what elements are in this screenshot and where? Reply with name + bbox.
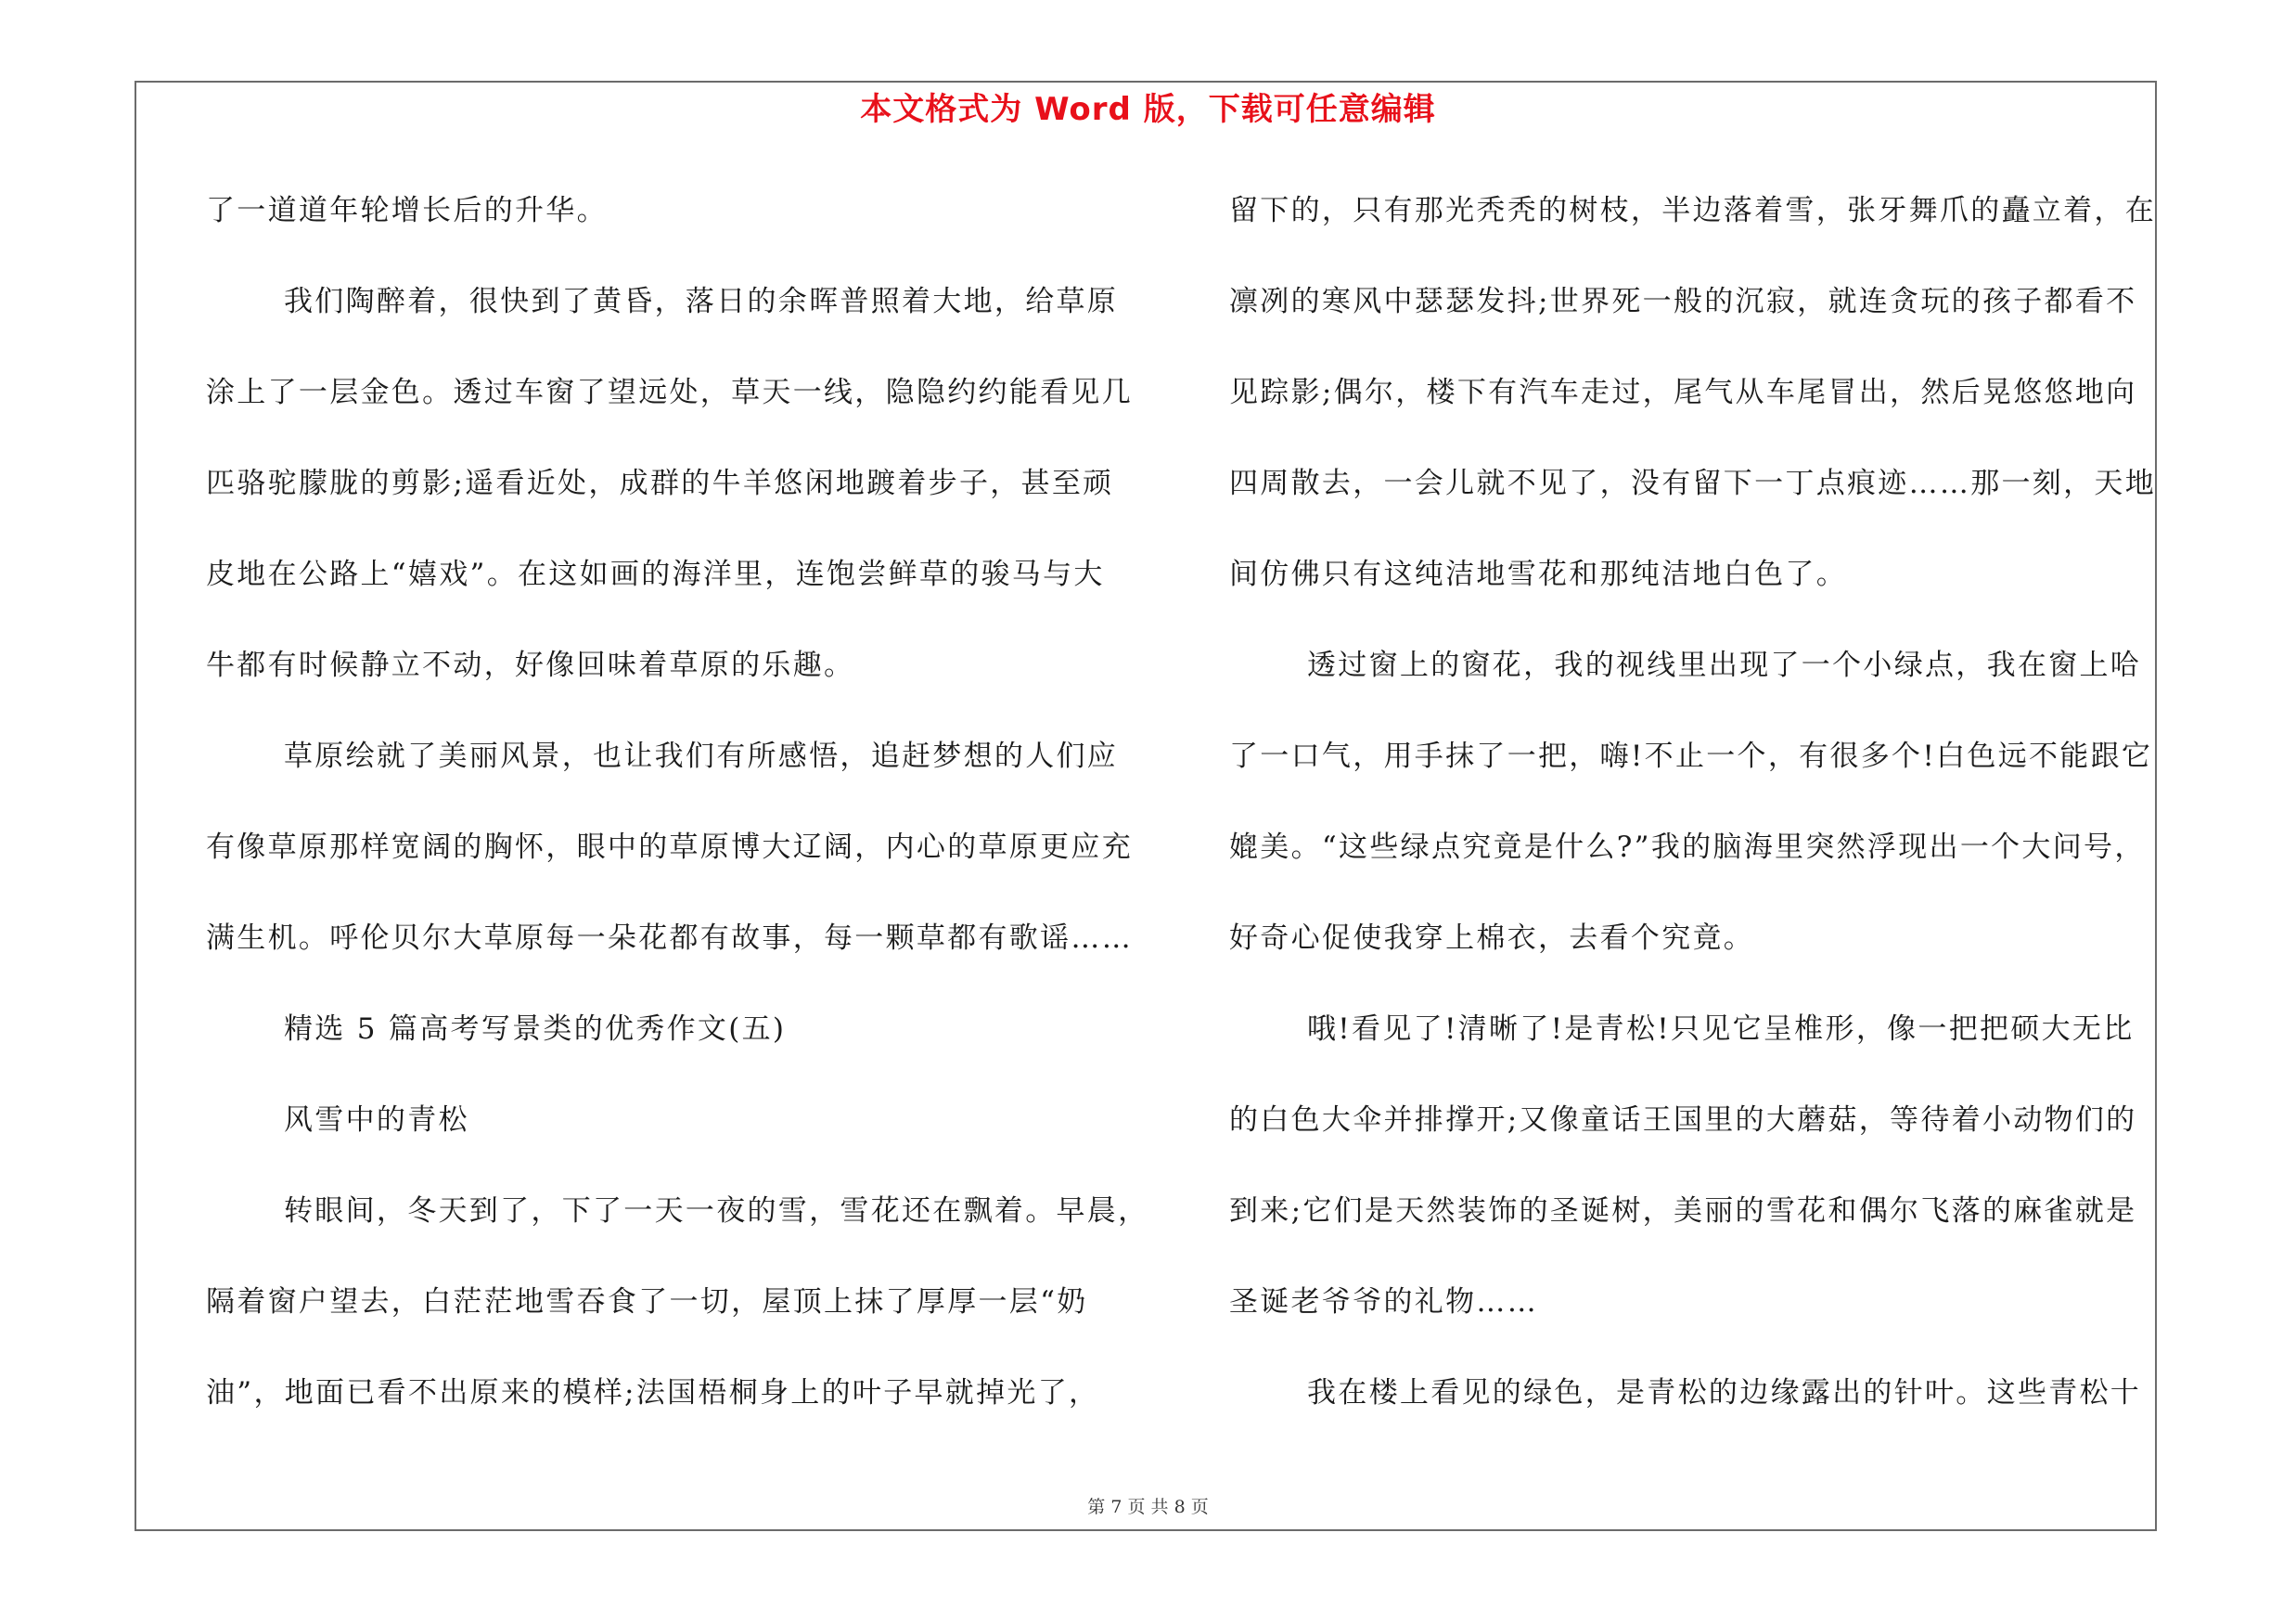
current-page-number: 7 [1110, 1497, 1122, 1517]
text-line: 的白色大伞并排撑开;又像童话王国里的大蘑菇，等待着小动物们的 [1229, 1103, 2137, 1137]
text-line: 到来;它们是天然装饰的圣诞树，美丽的雪花和偶尔飞落的麻雀就是 [1229, 1194, 2137, 1228]
text-line: 有像草原那样宽阔的胸怀，眼中的草原博大辽阔，内心的草原更应充 [206, 831, 1133, 864]
text-line: 透过窗上的窗花，我的视线里出现了一个小绿点，我在窗上哈 [1307, 649, 2142, 682]
footer-suffix: 页 [1185, 1497, 1209, 1517]
essay-title: 风雪中的青松 [284, 1103, 469, 1137]
text-line: 牛都有时候静立不动，好像回味着草原的乐趣。 [206, 649, 855, 682]
editable-format-banner: 本文格式为 Word 版，下载可任意编辑 [860, 91, 1436, 128]
text-line: 间仿佛只有这纯洁地雪花和那纯洁地白色了。 [1229, 558, 1847, 591]
right-column [1229, 183, 2166, 1456]
text-line: 哦!看见了!清晰了!是青松!只见它呈椎形，像一把把硕大无比 [1307, 1012, 2135, 1046]
total-page-count: 8 [1174, 1497, 1186, 1517]
text-line: 转眼间，冬天到了，下了一天一夜的雪，雪花还在飘着。早晨， [284, 1194, 1149, 1228]
text-line: 好奇心促使我穿上棉衣，去看个究竟。 [1229, 921, 1755, 955]
page-number-footer [0, 1494, 2296, 1520]
footer-prefix: 第 [1087, 1497, 1111, 1517]
text-line: 凛冽的寒风中瑟瑟发抖;世界死一般的沉寂，就连贪玩的孩子都看不 [1229, 285, 2137, 318]
text-line: 我们陶醉着，很快到了黄昏，落日的余晖普照着大地，给草原 [284, 285, 1119, 318]
section-heading: 精选 5 篇高考写景类的优秀作文(五) [284, 1012, 787, 1046]
footer-middle: 页 共 [1122, 1497, 1174, 1517]
text-line: 满生机。呼伦贝尔大草原每一朵花都有故事，每一颗草都有歌谣…… [206, 921, 1133, 955]
text-line: 隔着窗户望去，白茫茫地雪吞食了一切，屋顶上抹了厚厚一层“奶 [206, 1285, 1088, 1319]
text-line: 涂上了一层金色。透过车窗了望远处，草天一线，隐隐约约能看见几 [206, 376, 1133, 409]
left-column [206, 183, 1149, 1456]
text-line: 见踪影;偶尔，楼下有汽车走过，尾气从车尾冒出，然后晃悠悠地向 [1229, 376, 2137, 409]
text-line: 油”，地面已看不出原来的模样;法国梧桐身上的叶子早就掉光了， [206, 1376, 1100, 1410]
text-line: 了一道道年轮增长后的升华。 [206, 194, 608, 227]
text-line: 匹骆驼朦胧的剪影;遥看近处，成群的牛羊悠闲地踱着步子，甚至顽 [206, 467, 1114, 500]
text-line: 媲美。“这些绿点究竟是什么?”我的脑海里突然浮现出一个大问号， [1229, 831, 2146, 864]
text-line: 草原绘就了美丽风景，也让我们有所感悟，追赶梦想的人们应 [284, 740, 1119, 773]
text-line: 皮地在公路上“嬉戏”。在这如画的海洋里，连饱尝鲜草的骏马与大 [206, 558, 1105, 591]
text-line: 圣诞老爷爷的礼物…… [1229, 1285, 1538, 1319]
text-line: 留下的，只有那光秃秃的树枝，半边落着雪，张牙舞爪的矗立着，在 [1229, 194, 2156, 227]
text-line: 四周散去，一会儿就不见了，没有留下一丁点痕迹……那一刻，天地 [1229, 467, 2156, 500]
text-line: 了一口气，用手抹了一把，嗨!不止一个，有很多个!白色远不能跟它 [1229, 740, 2153, 773]
text-line: 我在楼上看见的绿色，是青松的边缘露出的针叶。这些青松十 [1307, 1376, 2142, 1410]
